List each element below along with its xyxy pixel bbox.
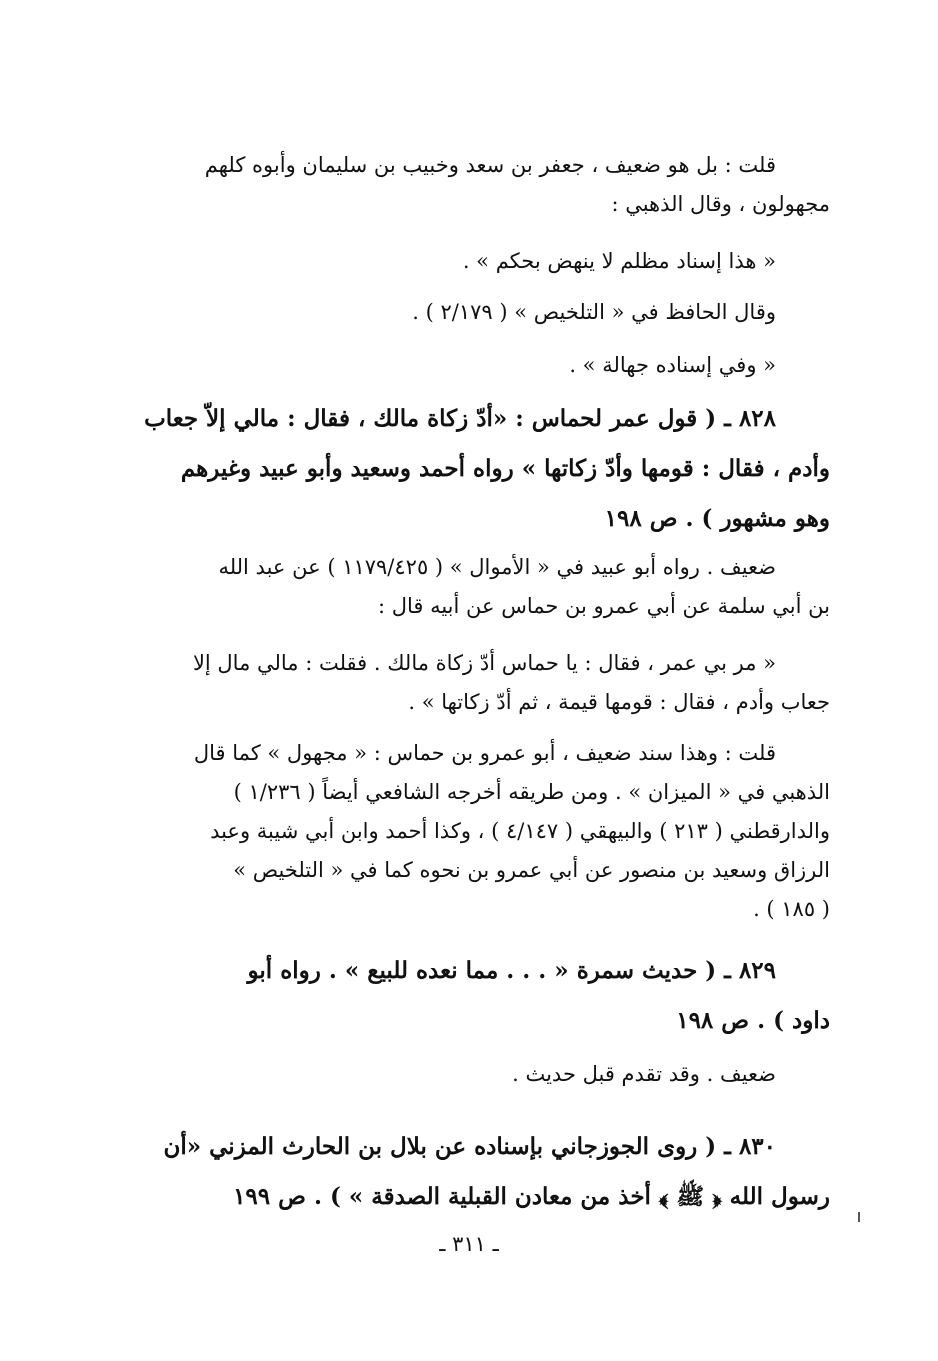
text-line: الذهبي في « الميزان » . ومن طريقه أخرجه الشافعي أيضاً ( ١/٢٣٦ ) xyxy=(233,780,830,804)
text-line: وهو مشهور ) . ص ١٩٨ xyxy=(604,505,830,532)
text-line: بن أبي سلمة عن أبي عمرو بن حماس عن أبيه قال : xyxy=(377,594,830,618)
quote-hammas xyxy=(138,644,830,722)
text-line: وأدم ، فقال : قومها وأدّ زكاتها » رواه أحمد وسعيد وأبو عبيد وغيرهم xyxy=(180,455,830,482)
paragraph-hafiz xyxy=(138,293,830,332)
paragraph-829-grading xyxy=(138,1055,830,1094)
text-line: وقال الحافظ في « التلخيص » ( ٢/١٧٩ ) . xyxy=(412,300,776,324)
text-line: ضعيف . وقد تقدم قبل حديث . xyxy=(512,1062,776,1086)
hadith-829 xyxy=(138,946,830,1046)
text-line: « مر بي عمر ، فقال : يا حماس أدّ زكاة مالك . فقلت : مالي مال إلا xyxy=(192,651,776,675)
margin-mark xyxy=(858,1212,860,1222)
page-number: ـ ٣١١ ـ xyxy=(439,1232,499,1256)
text-line: ضعيف . رواه أبو عبيد في « الأموال » ( ١١٧٩/٤٢٥ ) عن عبد الله xyxy=(218,555,776,579)
hadith-828 xyxy=(138,394,830,544)
text-line: الرزاق وسعيد بن منصور عن أبي عمرو بن نحوه كما في « التلخيص » xyxy=(233,858,830,882)
text-line: ٨٢٨ ـ ( قول عمر لحماس : «أدّ زكاة مالك ، فقال : مالي إلاّ جعاب xyxy=(144,405,776,432)
paragraph-828-commentary xyxy=(138,734,830,929)
paragraph-comment-jaafar xyxy=(138,146,830,224)
text-line: داود ) . ص ١٩٨ xyxy=(676,1007,830,1034)
text-line: ( ١٨٥ ) . xyxy=(753,897,830,921)
quote-jahala xyxy=(138,346,830,385)
text-line: والدارقطني ( ٢١٣ ) والبيهقي ( ٤/١٤٧ ) ، وكذا أحمد وابن أبي شيبة وعبد xyxy=(210,819,830,843)
text-line: ٨٢٩ ـ ( حديث سمرة « . . . مما نعده للبيع » . رواه أبو xyxy=(247,957,776,984)
text-line: « هذا إسناد مظلم لا ينهض بحكم » . xyxy=(462,249,776,273)
text-line: قلت : بل هو ضعيف ، جعفر بن سعد وخبيب بن سليمان وأبوه كلهم xyxy=(204,153,776,177)
paragraph-828-grading xyxy=(138,548,830,626)
text-line: جعاب وأدم ، فقال : قومها قيمة ، ثم أدّ زكاتها » . xyxy=(408,690,830,714)
text-line: ٨٣٠ ـ ( روى الجوزجاني بإسناده عن بلال بن الحارث المزني «أن xyxy=(163,1133,776,1160)
text-line: « وفي إسناده جهالة » . xyxy=(569,353,776,377)
text-line: رسول الله ﴿ ﷺ ﴾ أخذ من معادن القبلية الصدقة » ) . ص ١٩٩ xyxy=(233,1183,830,1210)
text-line: قلت : وهذا سند ضعيف ، أبو عمرو بن حماس : « مجهول » كما قال xyxy=(193,741,776,765)
quote-dhahabi xyxy=(138,242,830,281)
hadith-830 xyxy=(138,1122,830,1222)
text-line: مجهولون ، وقال الذهبي : xyxy=(611,192,830,216)
